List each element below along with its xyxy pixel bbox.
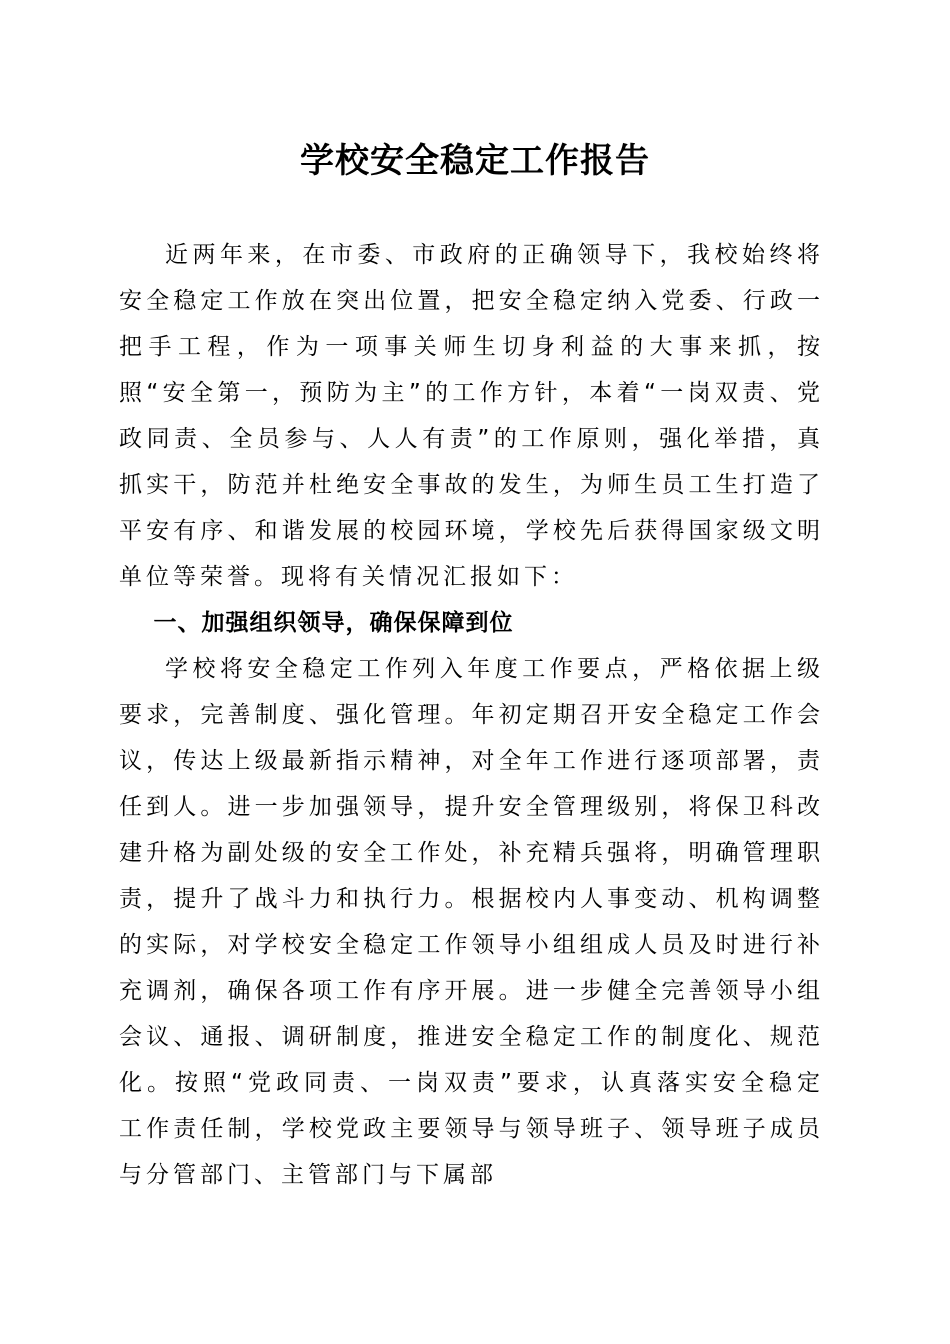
- intro-paragraph: 近两年来，在市委、市政府的正确领导下，我校始终将安全稳定工作放在突出位置，把安全稳定纳入党委、行政一把手工程，作为一项事关师生切身利益的大事来抓，按照“安全第一，预防为主”的工作方针，本着“一岗双责、党政同责、全员参与、人人有责”的工作原则，强化举措，真抓实干，防范并杜绝安全事故的发生，为师生员工生打造了平安有序、和谐发展的校园环境，学校先后获得国家级文明单位等荣誉。现将有关情况汇报如下：: [119, 242, 824, 590]
- section-heading: 一、加强组织领导，确保保障到位: [153, 610, 514, 636]
- document-title: 学校安全稳定工作报告: [300, 141, 650, 181]
- document-body: [119, 232, 824, 1198]
- section-paragraph: 学校将安全稳定工作列入年度工作要点，严格依据上级要求，完善制度、强化管理。年初定期召开安全稳定工作会议，传达上级最新指示精神，对全年工作进行逐项部署，责任到人。进一步加强领导，提升安全管理级别，将保卫科改建升格为副处级的安全工作处，补充精兵强将，明确管理职责，提升了战斗力和执行力。根据校内人事变动、机构调整的实际，对学校安全稳定工作领导小组组成人员及时进行补充调剂，确保各项工作有序开展。进一步健全完善领导小组会议、通报、调研制度，推进安全稳定工作的制度化、规范化。按照“党政同责、一岗双责”要求，认真落实安全稳定工作责任制，学校党政主要领导与领导班子、领导班子成员与分管部门、主管部门与下属部: [119, 656, 824, 1188]
